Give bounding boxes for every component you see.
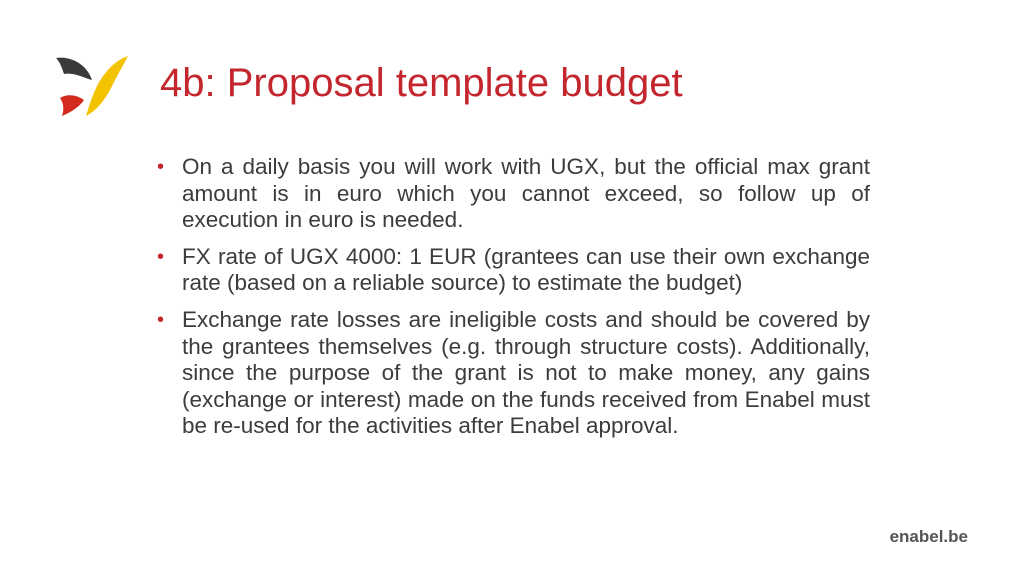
enabel-logo-icon (54, 54, 130, 120)
bullet-text: FX rate of UGX 4000: 1 EUR (grantees can use their own exchange rate (based on a reliable source) to estimate the budget) (182, 243, 870, 296)
bullet-text: On a daily basis you will work with UGX, but the official max grant amount is in euro which you cannot exceed, so follow up of execution in euro is needed. (182, 154, 870, 233)
bullet-list (155, 154, 870, 450)
bullet-marker-icon: • (157, 308, 165, 331)
bullet-marker-icon: • (157, 245, 165, 268)
slide-title: 4b: Proposal template budget (160, 61, 683, 105)
footer-website: enabel.be (889, 527, 968, 546)
bullet-item (155, 307, 870, 440)
bullet-item (155, 154, 870, 234)
bullet-marker-icon: • (157, 156, 165, 178)
bullet-item (155, 244, 870, 297)
bullet-text: Exchange rate losses are ineligible costs and should be covered by the grantees themselves (e.g. through structure costs). Additionally, since the purpose of the grant is not to make money, any gains (exchange or interest) made on the funds received from Enabel must be re-used for the activities after Enabel approval. (182, 306, 870, 439)
